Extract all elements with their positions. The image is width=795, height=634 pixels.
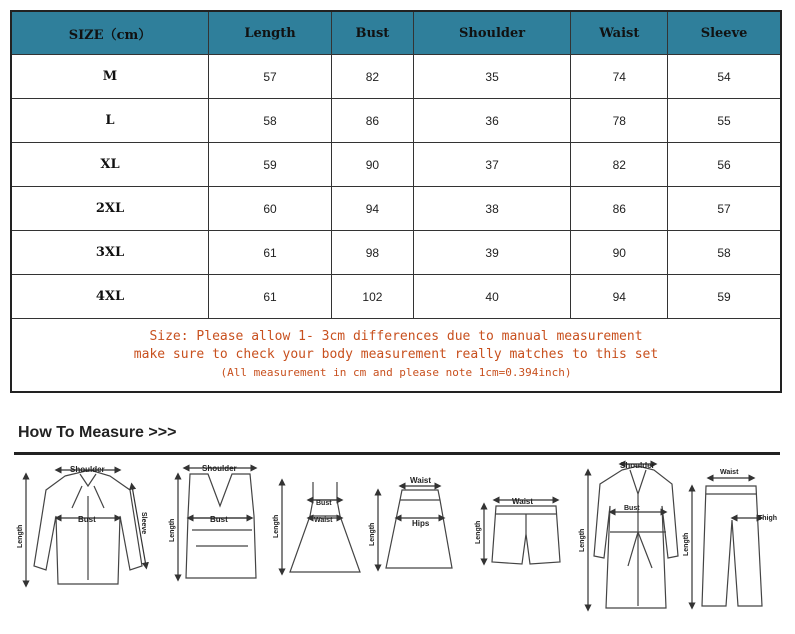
- thigh-label: Thigh: [758, 515, 778, 522]
- waist-label: Waist: [314, 517, 333, 524]
- shoulder-cell: 36: [413, 99, 571, 143]
- header-bust: Bust: [332, 11, 414, 55]
- hips-label: Hips: [412, 519, 430, 528]
- size-chart-table: [10, 10, 782, 393]
- waist-cell: 74: [571, 55, 668, 99]
- size-cell: 2XL: [11, 187, 208, 231]
- sleeve-cell: 57: [668, 187, 781, 231]
- header-shoulder: Shoulder: [413, 11, 571, 55]
- size-cell: M: [11, 55, 208, 99]
- size-chart-header-row: [11, 11, 781, 55]
- length-label: Length: [17, 524, 24, 548]
- length-cell: 61: [208, 275, 331, 319]
- shoulder-cell: 38: [413, 187, 571, 231]
- coat-diagram-icon: [588, 464, 678, 608]
- sleeve-cell: 56: [668, 143, 781, 187]
- bust-cell: 86: [332, 99, 414, 143]
- divider: [14, 452, 780, 455]
- bust-label-3: Bust: [316, 500, 332, 507]
- bust-cell: 94: [332, 187, 414, 231]
- shoulder-label: Shoulder: [70, 465, 105, 474]
- table-row: [11, 99, 781, 143]
- blouse-diagram-icon: [26, 470, 146, 584]
- table-row: [11, 275, 781, 319]
- dress-diagram-icon: [282, 482, 360, 572]
- size-cell: 3XL: [11, 231, 208, 275]
- measurement-note: [11, 319, 781, 393]
- table-row: [11, 143, 781, 187]
- bust-label-4: Bust: [624, 505, 640, 512]
- how-to-measure-title: How To Measure >>>: [18, 424, 177, 441]
- size-cell: XL: [11, 143, 208, 187]
- waist-label-3: Waist: [512, 497, 534, 506]
- header-waist: Waist: [571, 11, 668, 55]
- length-label-2: Length: [169, 518, 176, 542]
- header-sleeve: Sleeve: [668, 11, 781, 55]
- length-label-6: Length: [579, 528, 586, 552]
- measurement-diagram: [10, 456, 785, 628]
- shoulder-label-3: Shoulder: [620, 461, 655, 470]
- shoulder-cell: 39: [413, 231, 571, 275]
- waist-label-2: Waist: [410, 476, 432, 485]
- shoulder-cell: 37: [413, 143, 571, 187]
- bust-cell: 102: [332, 275, 414, 319]
- shorts-diagram-icon: [484, 500, 560, 564]
- shoulder-cell: 35: [413, 55, 571, 99]
- bust-cell: 82: [332, 55, 414, 99]
- table-row: [11, 55, 781, 99]
- trousers-diagram-icon: [692, 478, 762, 606]
- table-row: [11, 187, 781, 231]
- size-cell: L: [11, 99, 208, 143]
- bust-label: Bust: [78, 515, 96, 524]
- length-label-7: Length: [683, 532, 690, 556]
- bust-cell: 90: [332, 143, 414, 187]
- waist-cell: 94: [571, 275, 668, 319]
- length-label-4: Length: [369, 522, 376, 546]
- note-line-3: (All measurement in cm and please note 1cm=0.394inch): [220, 366, 572, 379]
- sleeve-cell: 54: [668, 55, 781, 99]
- length-cell: 59: [208, 143, 331, 187]
- table-row: [11, 231, 781, 275]
- header-length: Length: [208, 11, 331, 55]
- sleeve-cell: 58: [668, 231, 781, 275]
- size-cell: 4XL: [11, 275, 208, 319]
- waist-cell: 82: [571, 143, 668, 187]
- header-size: SIZE（cm）: [11, 11, 208, 55]
- length-cell: 57: [208, 55, 331, 99]
- sleeve-label: Sleeve: [140, 512, 147, 535]
- length-cell: 61: [208, 231, 331, 275]
- bust-cell: 98: [332, 231, 414, 275]
- length-label-3: Length: [273, 514, 280, 538]
- note-line-2: make sure to check your body measurement really matches to this set: [133, 347, 659, 362]
- shoulder-cell: 40: [413, 275, 571, 319]
- sleeve-cell: 59: [668, 275, 781, 319]
- shoulder-label-2: Shoulder: [202, 464, 237, 473]
- length-cell: 58: [208, 99, 331, 143]
- length-cell: 60: [208, 187, 331, 231]
- waist-cell: 86: [571, 187, 668, 231]
- length-label-5: Length: [475, 520, 482, 544]
- bust-label-2: Bust: [210, 515, 228, 524]
- waist-cell: 90: [571, 231, 668, 275]
- waist-label-4: Waist: [720, 469, 739, 476]
- note-line-1: Size: Please allow 1- 3cm differences due to manual measurement: [149, 329, 643, 344]
- note-row: [11, 319, 781, 393]
- waist-cell: 78: [571, 99, 668, 143]
- sleeve-cell: 55: [668, 99, 781, 143]
